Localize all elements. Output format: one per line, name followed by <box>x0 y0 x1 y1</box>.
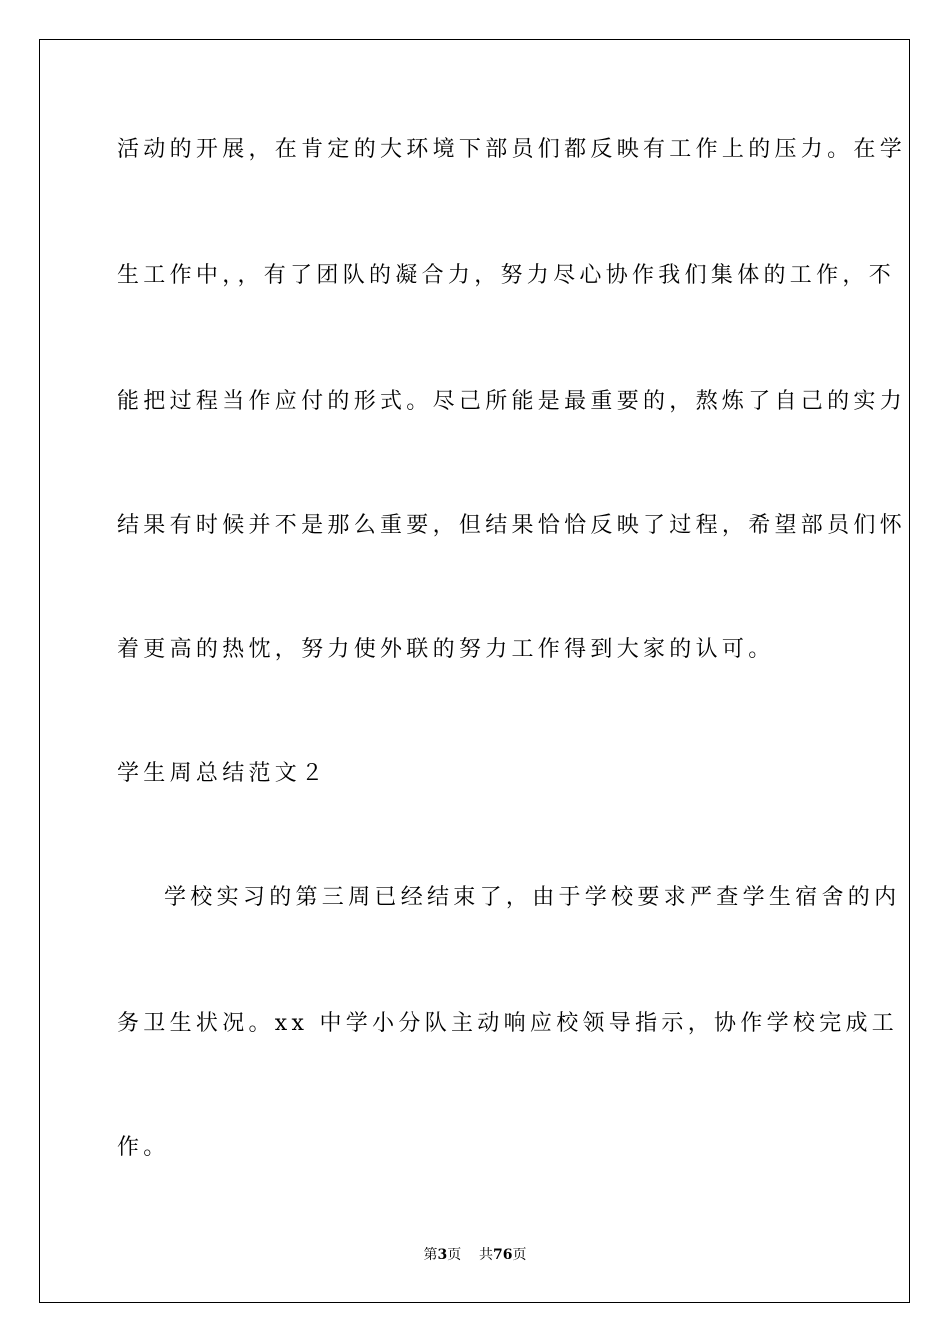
body-line-2: 生工作中，，有了团队的凝合力，努力尽心协作我们集体的工作，不 <box>117 263 896 288</box>
footer-total-prefix: 共 <box>479 1247 494 1263</box>
page-footer <box>0 1246 950 1264</box>
body-line-1: 活动的开展，在肯定的大环境下部员们都反映有工作上的压力。在学 <box>117 137 907 162</box>
footer-total-pages: 76 <box>493 1247 513 1263</box>
body-line-3: 能把过程当作应付的形式。尽己所能是最重要的，熬炼了自己的实力 <box>117 389 907 414</box>
footer-total-suffix: 页 <box>512 1247 527 1263</box>
paragraph2-line-2: 务卫生状况。xx 中学小分队主动响应校领导指示，协作学校完成工 <box>117 1011 899 1036</box>
section-heading: 学生周总结范文２ <box>117 761 328 786</box>
body-line-5: 着更高的热忱，努力使外联的努力工作得到大家的认可。 <box>117 637 775 662</box>
footer-page-prefix: 第 <box>423 1247 438 1263</box>
footer-page-number: 3 <box>437 1247 448 1263</box>
page-border <box>39 39 910 1303</box>
body-line-4: 结果有时候并不是那么重要，但结果恰恰反映了过程，希望部员们怀 <box>117 513 907 538</box>
footer-page-suffix: 页 <box>447 1247 462 1263</box>
paragraph2-line-1: 学校实习的第三周已经结束了，由于学校要求严查学生宿舍的内 <box>164 885 901 910</box>
paragraph2-line-3: 作。 <box>117 1135 170 1160</box>
